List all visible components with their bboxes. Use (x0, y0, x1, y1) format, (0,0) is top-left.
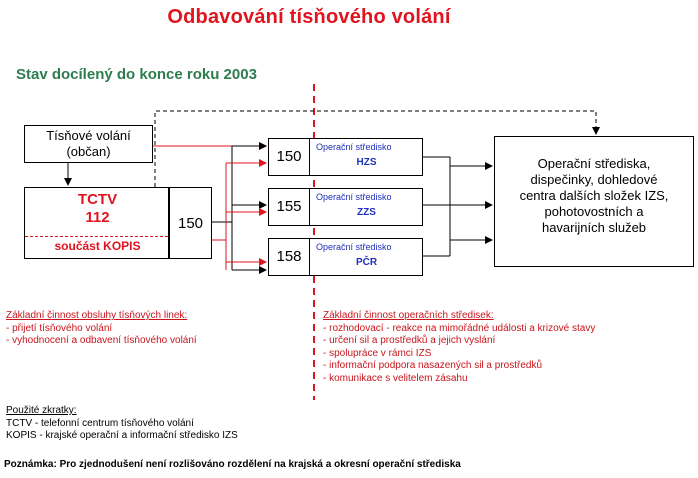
center-box-zzs (268, 188, 423, 226)
center-label: Operační středisko (316, 142, 392, 152)
list-item: - komunikace s velitelem zásahu (323, 372, 468, 384)
footnote: Poznámka: Pro zjednodušení není rozlišováno rozdělení na krajská a okresní operační střediska (4, 459, 461, 470)
big-box-line: havarijních služeb (541, 220, 647, 235)
list-item: - přijetí tísňového volání (6, 322, 113, 334)
center-label: Operační středisko (316, 242, 392, 252)
left-list-heading: Základní činnost obsluhy tísňových linek: (6, 310, 188, 321)
tctv-part: součást KOPIS (54, 239, 141, 253)
right-list-heading: Základní činnost operačních středisek: (323, 310, 494, 321)
tctv-box (24, 187, 169, 259)
tctv-name (25, 191, 170, 227)
tctv-number-box: 150 (169, 187, 212, 259)
tctv-line1: TCTV (77, 191, 118, 208)
caller-box (24, 125, 153, 163)
abbrev-heading: Použité zkratky: (6, 405, 77, 416)
center-box-hzs (268, 138, 423, 176)
abbreviations (6, 405, 238, 443)
center-box-pcr (268, 238, 423, 276)
list-item: - určení sil a prostředků a jejich vyslání (323, 335, 496, 346)
big-box-line: dispečinky, dohledové (530, 172, 658, 187)
page-subtitle: Stav docílený do konce roku 2003 (16, 66, 257, 83)
left-activity-list (6, 310, 197, 348)
big-box-line: pohotovostních a (544, 204, 644, 219)
big-box-line: Operační střediska, (537, 156, 651, 171)
center-number: 155 (269, 189, 310, 225)
tctv-separator (25, 236, 168, 237)
abbrev-item: KOPIS - krajské operační a informační středisko IZS (6, 430, 238, 441)
list-item: - rozhodovací - reakce na mimořádné události a krizové stavy (323, 322, 596, 334)
center-code: HZS (356, 157, 377, 168)
list-item: - spolupráce v rámci IZS (323, 347, 432, 359)
center-code: PČR (355, 257, 378, 268)
center-code: ZZS (357, 207, 376, 218)
center-number: 150 (269, 139, 310, 175)
caller-line1: Tísňové volání (46, 128, 131, 143)
big-box-line: centra dalších složek IZS, (519, 188, 669, 203)
center-label: Operační středisko (316, 192, 392, 202)
abbrev-item: TCTV - telefonní centrum tísňového volání (6, 417, 194, 429)
list-item: - vyhodnocení a odbavení tísňového volání (6, 335, 197, 346)
center-number: 158 (269, 239, 310, 275)
tctv-line2: 112 (85, 209, 110, 226)
page-title: Odbavování tísňového volání (167, 6, 451, 28)
other-services-box (494, 136, 694, 267)
right-activity-list (323, 310, 595, 385)
list-item: - informační podpora nasazených sil a prostředků (323, 360, 543, 371)
caller-line2: (občan) (66, 144, 111, 159)
